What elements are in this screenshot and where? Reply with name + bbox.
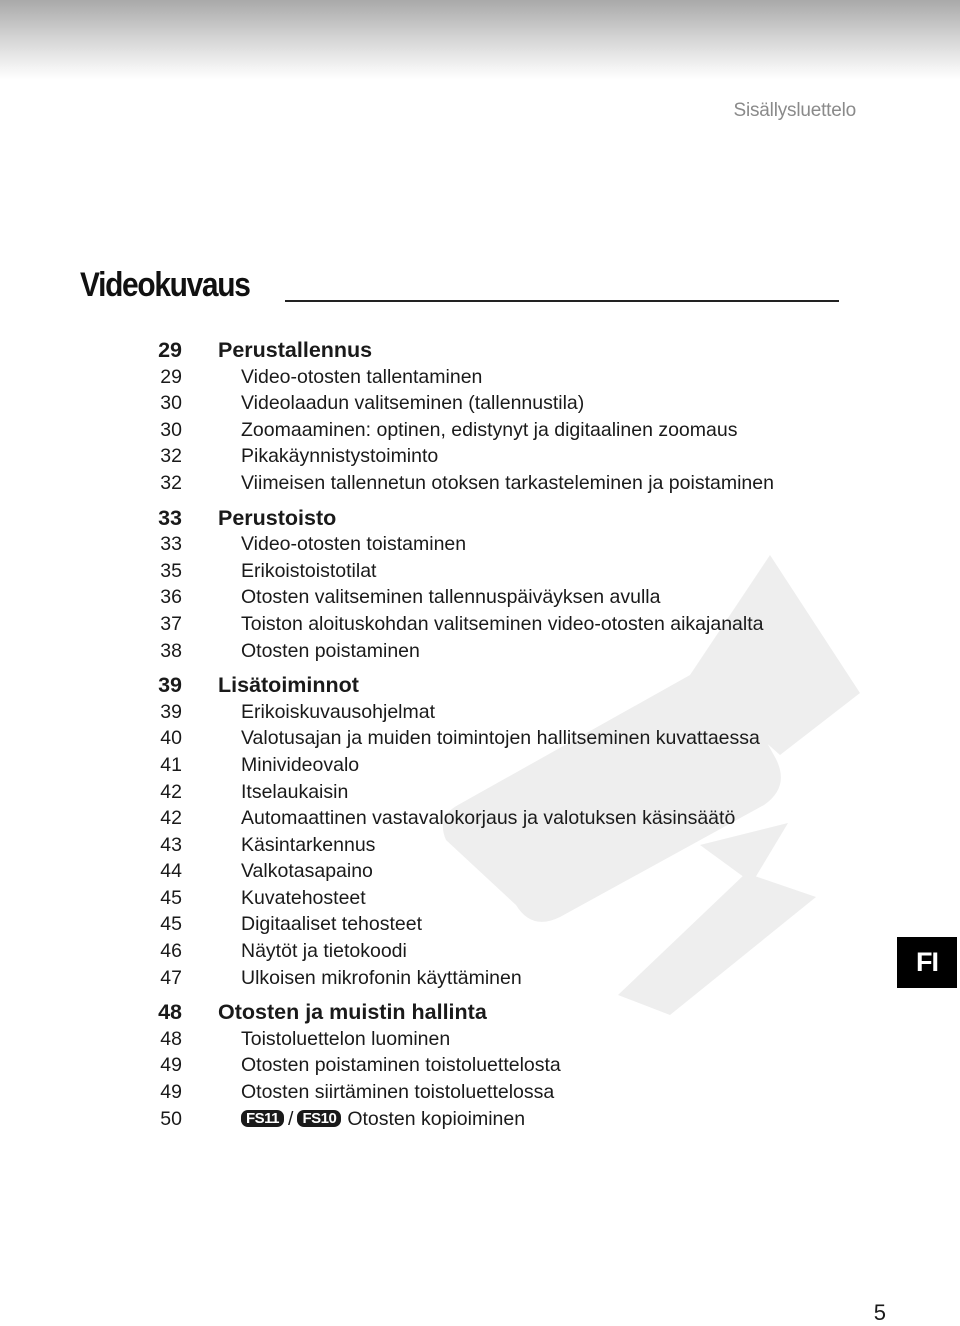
toc-row[interactable]: [0, 885, 960, 912]
toc-major-row[interactable]: [0, 999, 960, 1026]
toc-title: Video-otosten toistaminen: [241, 533, 467, 556]
toc-title: Minivideovalo: [241, 753, 360, 776]
toc-page-number: 45: [160, 913, 182, 936]
toc-title: Otosten siirtäminen toistoluettelossa: [241, 1081, 555, 1104]
toc-page-number: 45: [160, 886, 182, 909]
toc-title: Lisätoiminnot: [218, 673, 359, 698]
toc-title: Toistoluettelon luominen: [241, 1027, 451, 1050]
toc-row[interactable]: [0, 779, 960, 806]
toc-row[interactable]: [0, 805, 960, 832]
running-header: Sisällysluettelo: [733, 100, 856, 121]
toc-page-number: 39: [158, 673, 182, 698]
toc-title: Itselaukaisin: [241, 780, 349, 803]
toc-page-number: 32: [160, 471, 182, 494]
toc-page-number: 35: [160, 559, 182, 582]
toc-row[interactable]: [0, 417, 960, 444]
toc-page-number: 29: [160, 365, 182, 388]
toc-title: Valkotasapaino: [241, 860, 373, 883]
toc-title: Zoomaaminen: optinen, edistynyt ja digitaalinen zoomaus: [241, 418, 738, 441]
toc-page-number: 38: [160, 639, 182, 662]
toc-page-number: 30: [160, 392, 182, 415]
toc-title: Video-otosten tallentaminen: [241, 365, 483, 388]
toc-title: Otosten poistaminen: [241, 639, 420, 662]
toc-page-number: 42: [160, 780, 182, 803]
toc-page-number: 30: [160, 418, 182, 441]
toc-page-number: 33: [160, 533, 182, 556]
toc-page-number: 29: [158, 338, 182, 362]
table-of-contents: [0, 337, 960, 1132]
heading-rule: [285, 300, 839, 302]
toc-major-row[interactable]: [0, 672, 960, 699]
toc-page-number: 48: [160, 1027, 182, 1050]
toc-page-number: 46: [160, 940, 182, 963]
toc-row[interactable]: [0, 638, 960, 665]
toc-title: Näytöt ja tietokoodi: [241, 940, 407, 963]
toc-page-number: 39: [160, 700, 182, 723]
toc-row[interactable]: [0, 938, 960, 965]
toc-title: Pikakäynnistystoiminto: [241, 445, 439, 468]
toc-row[interactable]: [0, 470, 960, 497]
toc-title: Digitaaliset tehosteet: [241, 913, 423, 936]
toc-title: Kuvatehosteet: [241, 886, 366, 909]
toc-title: Erikoistoistotilat: [241, 559, 377, 582]
toc-row[interactable]: [0, 1079, 960, 1106]
toc-title: Perustallennus: [218, 338, 373, 362]
toc-major-row[interactable]: [0, 505, 960, 532]
page-number: 5: [873, 1300, 886, 1325]
toc-title: Ulkoisen mikrofonin käyttäminen: [241, 966, 522, 989]
toc-row[interactable]: [0, 699, 960, 726]
toc-page-number: 41: [160, 753, 182, 776]
toc-page-number: 32: [160, 445, 182, 468]
toc-title: Viimeisen tallennetun otoksen tarkasteleminen ja poistaminen: [241, 471, 774, 494]
language-tab[interactable]: FI: [897, 937, 957, 988]
toc-page-number: 43: [160, 833, 182, 856]
toc-row-model-specific[interactable]: [0, 1106, 960, 1133]
model-badge-fs11: FS11: [241, 1110, 284, 1127]
toc-title: Valotusajan ja muiden toimintojen hallitseminen kuvattaessa: [241, 727, 760, 750]
toc-title: Otosten kopioiminen: [347, 1107, 526, 1130]
toc-page-number: 47: [160, 966, 182, 989]
toc-title: Erikoiskuvausohjelmat: [241, 700, 436, 723]
toc-row[interactable]: [0, 558, 960, 585]
toc-page-number: 48: [158, 1000, 182, 1025]
toc-row[interactable]: [0, 725, 960, 752]
toc-row[interactable]: [0, 611, 960, 638]
toc-title: Perustoisto: [218, 505, 337, 530]
toc-page-number: 33: [158, 505, 182, 530]
model-badge-fs10: FS10: [297, 1110, 341, 1127]
toc-row[interactable]: [0, 531, 960, 558]
toc-row[interactable]: [0, 443, 960, 470]
toc-page-number: 36: [160, 586, 182, 609]
toc-row[interactable]: [0, 965, 960, 992]
toc-row[interactable]: [0, 752, 960, 779]
toc-row[interactable]: [0, 1026, 960, 1053]
toc-page-number: 50: [160, 1107, 182, 1130]
toc-major-row[interactable]: [0, 337, 960, 364]
toc-page-number: 44: [160, 860, 182, 883]
toc-page-number: 42: [160, 807, 182, 830]
toc-title: Otosten poistaminen toistoluettelosta: [241, 1054, 561, 1077]
top-gradient-band: [0, 0, 960, 80]
toc-title: Käsintarkennus: [241, 833, 376, 856]
toc-title: Toiston aloituskohdan valitseminen video-otosten aikajanalta: [241, 612, 764, 635]
toc-title: Otosten valitseminen tallennuspäiväyksen avulla: [241, 586, 661, 609]
toc-page-number: 40: [160, 727, 182, 750]
section-heading: Videokuvaus: [80, 266, 250, 304]
toc-row[interactable]: [0, 390, 960, 417]
toc-row[interactable]: [0, 911, 960, 938]
toc-row[interactable]: [0, 1052, 960, 1079]
toc-page-number: 49: [160, 1081, 182, 1104]
toc-page-number: 49: [160, 1054, 182, 1077]
toc-row[interactable]: [0, 858, 960, 885]
toc-title: Videolaadun valitseminen (tallennustila): [241, 392, 585, 415]
badge-separator: /: [288, 1107, 294, 1130]
toc-row[interactable]: [0, 584, 960, 611]
toc-title: Automaattinen vastavalokorjaus ja valotuksen käsinsäätö: [241, 807, 736, 830]
toc-row[interactable]: [0, 832, 960, 859]
toc-title: Otosten ja muistin hallinta: [218, 1000, 487, 1025]
toc-page-number: 37: [160, 612, 182, 635]
toc-row[interactable]: [0, 364, 960, 391]
toc-title-with-badges: [241, 1106, 525, 1133]
